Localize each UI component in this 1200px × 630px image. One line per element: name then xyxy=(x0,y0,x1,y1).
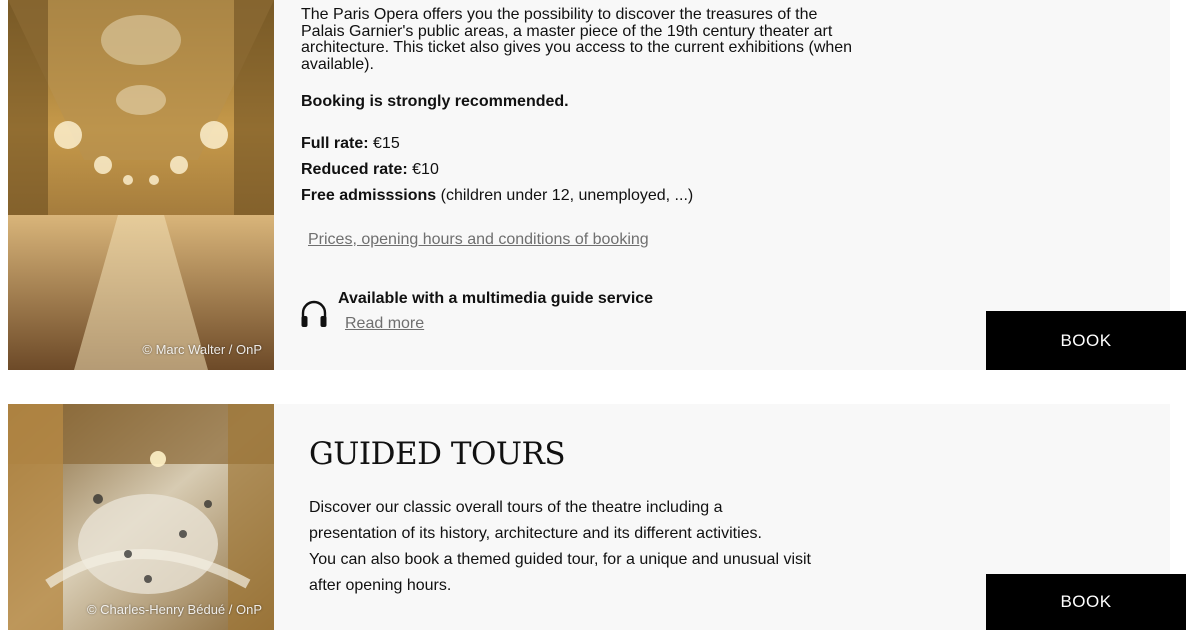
full-rate xyxy=(301,135,400,153)
book-guided-tour-button[interactable]: BOOK xyxy=(986,574,1186,630)
rate-value: (children under 12, unemployed, ...) xyxy=(440,187,694,204)
reduced-rate xyxy=(301,161,439,179)
guided-tours-title: GUIDED TOURS xyxy=(309,436,566,472)
book-visit-button[interactable]: BOOK xyxy=(986,311,1186,370)
rate-label: Reduced rate: xyxy=(301,161,408,178)
multimedia-guide-title: Available with a multimedia guide service xyxy=(338,290,654,307)
description-line: Discover our classic overall tours of the theatre including a xyxy=(309,499,723,516)
read-more-link[interactable]: Read more xyxy=(345,315,425,332)
photo-credit: © Marc Walter / OnP xyxy=(142,342,262,357)
prices-conditions-link[interactable]: Prices, opening hours and conditions of booking xyxy=(308,231,649,248)
guided-tours-description xyxy=(309,495,869,599)
free-admissions xyxy=(301,187,693,205)
description-line: presentation of its history, architecture and its different activities. xyxy=(309,525,762,542)
grand-staircase-photo xyxy=(8,404,274,630)
photo-credit: © Charles-Henry Bédué / OnP xyxy=(86,602,262,617)
description-line: after opening hours. xyxy=(309,577,452,594)
rate-value: €15 xyxy=(373,135,400,152)
visit-intro-text: The Paris Opera offers you the possibility to discover the treasures of the Palais Garnier's public areas, a master piece of the 19th century theater art architecture. This ticket also gives you access to the current exhibitions (when available). xyxy=(301,6,853,73)
description-line: You can also book a themed guided tour, for a unique and unusual visit xyxy=(309,551,811,568)
headphones-icon xyxy=(300,299,328,329)
rate-label: Full rate: xyxy=(301,135,369,152)
rate-label: Free admisssions xyxy=(301,187,437,204)
grand-foyer-photo xyxy=(8,0,274,370)
rate-value: €10 xyxy=(412,161,439,178)
booking-note: Booking is strongly recommended. xyxy=(301,93,569,110)
